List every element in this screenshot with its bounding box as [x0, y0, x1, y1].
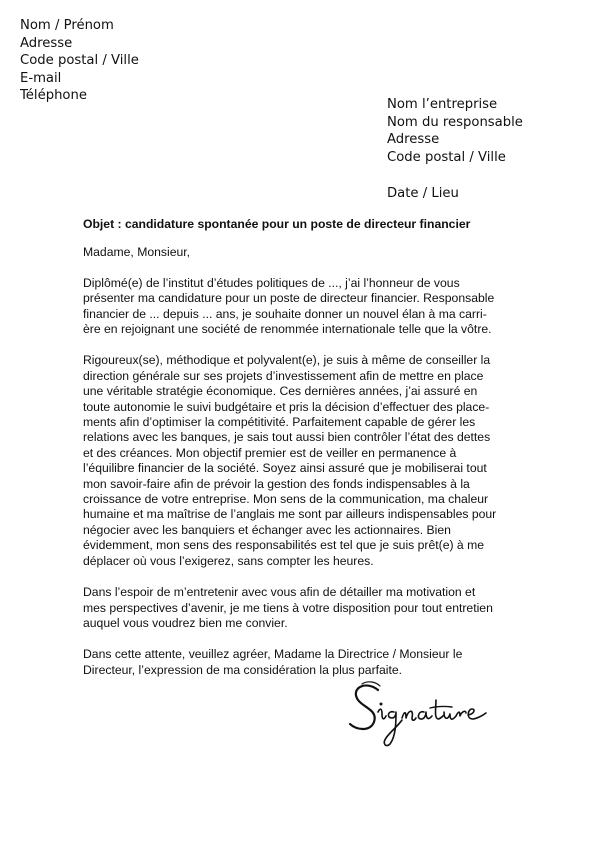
paragraph-line: relations avec les banques, je sais tout aussi bien contrôler l’état des dettes	[83, 430, 491, 445]
paragraph-line: l’équilibre financier de la société. Soyez ainsi assuré que je mobiliserai tout	[83, 461, 487, 476]
paragraph-line: humaine et ma maîtrise de l’anglais me sont par ailleurs indispensables pour	[83, 507, 497, 522]
paragraph-line: croissance de votre entreprise. Mon sens de la communication, ma chaleur	[83, 492, 489, 507]
recipient-address: Adresse	[387, 132, 440, 147]
paragraph-line: évidemment, mon sens des responsabilités est tel que je suis prêt(e) à me	[83, 538, 485, 553]
sender-postal-city: Code postal / Ville	[20, 53, 139, 68]
subject-line: Objet : candidature spontanée pour un poste de directeur financier	[83, 217, 471, 231]
date-place: Date / Lieu	[387, 186, 459, 201]
paragraph-line: ments afin d’optimiser la compétitivité. Parfaitement capable de gérer les	[83, 415, 476, 430]
paragraph-line: une véritable stratégie économique. Ces dernières années, j’ai assuré en	[83, 384, 478, 399]
paragraph-line: ère en rejoignant une société de renommée internationale telle que la vôtre.	[83, 322, 492, 337]
paragraph-line: Directeur, l’expression de ma considération la plus parfaite.	[83, 662, 403, 677]
paragraph-skills	[83, 353, 513, 569]
paragraph-line: présenter ma candidature pour un poste de directeur financier. Responsable	[83, 291, 495, 306]
sender-phone: Téléphone	[20, 88, 87, 103]
paragraph-line: mes perspectives d’avenir, je me tiens à votre disposition pour tout entretien	[83, 600, 493, 615]
letter-body	[83, 245, 513, 694]
paragraph-line: Diplômé(e) de l’institut d’études politiques de ..., j’ai l’honneur de vous	[83, 275, 460, 290]
paragraph-closing	[83, 647, 513, 678]
recipient-company: Nom l’entreprise	[387, 97, 498, 112]
sender-address: Adresse	[20, 35, 73, 51]
recipient-postal-city: Code postal / Ville	[387, 149, 506, 165]
signature-image	[344, 678, 494, 750]
paragraph-intro	[83, 276, 513, 338]
paragraph-line: négocier avec les banquiers et échanger avec les actionnaires. Bien	[83, 522, 451, 537]
sender-block	[20, 17, 139, 105]
sender-email: E-mail	[20, 70, 62, 86]
recipient-block	[387, 96, 523, 166]
paragraph-line: Rigoureux(se), méthodique et polyvalent(e), je suis à même de conseiller la	[83, 353, 491, 368]
paragraph-line: Dans cette attente, veuillez agréer, Madame la Directrice / Monsieur le	[83, 647, 463, 662]
paragraph-line: direction générale sur ses projets d’investissement afin de mettre en place	[83, 368, 484, 383]
paragraph-line: Dans l’espoir de m’entretenir avec vous afin de détailler ma motivation et	[83, 585, 476, 600]
salutation: Madame, Monsieur,	[83, 245, 191, 259]
paragraph-line: déplacer où vous l’exigerez, sans compter les heures.	[83, 553, 374, 568]
paragraph-interview	[83, 585, 513, 631]
recipient-manager: Nom du responsable	[387, 114, 523, 130]
paragraph-line: toute autonomie le suivi budgétaire et pris la décision d’effectuer des place-	[83, 399, 490, 414]
paragraph-line: mon savoir-faire afin de prévoir la gestion des fonds indispensables à la	[83, 476, 470, 491]
paragraph-line: auquel vous voudrez bien me convier.	[83, 615, 288, 630]
paragraph-line: financier de ... depuis ... ans, je souhaite donner un nouvel élan à ma carri-	[83, 306, 487, 321]
paragraph-line: et des créances. Mon objectif premier est de veiller en permanence à	[83, 445, 457, 460]
sender-name: Nom / Prénom	[20, 18, 114, 33]
